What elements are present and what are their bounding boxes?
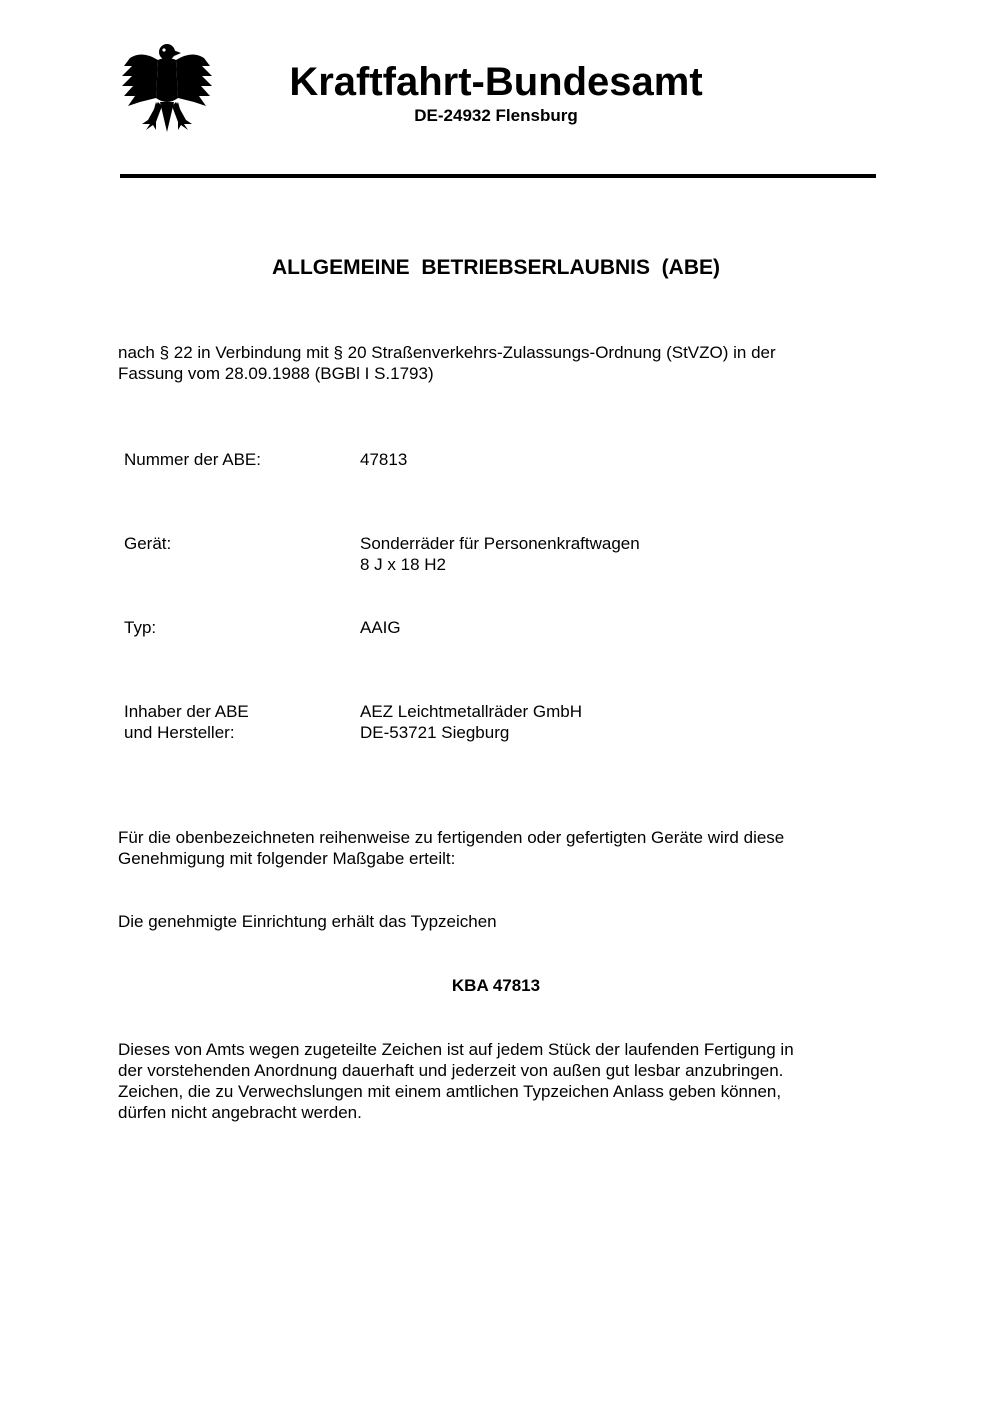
holder-label-line: und Hersteller: — [124, 723, 235, 742]
field-value-device — [360, 533, 860, 575]
legal-basis-line: Fassung vom 28.09.1988 (BGBl I S.1793) — [118, 364, 434, 383]
marking-paragraph — [118, 1039, 878, 1123]
type-mark: KBA 47813 — [451, 976, 541, 995]
field-value-type: AAIG — [360, 618, 401, 637]
field-label-device: Gerät: — [124, 534, 172, 553]
type-mark-intro-line: Die genehmigte Einrichtung erhält das Typzeichen — [118, 912, 497, 931]
holder-label-line: Inhaber der ABE — [124, 702, 249, 721]
marking-line: Dieses von Amts wegen zugeteilte Zeichen ist auf jedem Stück der laufenden Fertigung in — [118, 1040, 794, 1059]
legal-basis-line: nach § 22 in Verbindung mit § 20 Straßenverkehrs-Zulassungs-Ordnung (StVZO) in der — [118, 343, 776, 362]
marking-line: der vorstehenden Anordnung dauerhaft und jederzeit von außen gut lesbar anzubringen. — [118, 1061, 784, 1080]
approval-line: Für die obenbezeichneten reihenweise zu fertigenden oder gefertigten Geräte wird diese — [118, 828, 785, 847]
type-mark-intro — [118, 911, 878, 932]
field-label-holder — [124, 701, 344, 743]
organization-name: Kraftfahrt-Bundesamt — [289, 60, 703, 104]
device-value-line: 8 J x 18 H2 — [360, 555, 446, 574]
field-label-number: Nummer der ABE: — [124, 450, 261, 469]
device-value-line: Sonderräder für Personenkraftwagen — [360, 534, 640, 553]
field-value-number: 47813 — [360, 450, 408, 469]
field-label-type: Typ: — [124, 618, 157, 637]
approval-paragraph — [118, 827, 878, 869]
legal-basis-paragraph — [118, 342, 878, 384]
field-value-holder — [360, 701, 860, 743]
marking-line: dürfen nicht angebracht werden. — [118, 1103, 362, 1122]
document-title: ALLGEMEINE BETRIEBSERLAUBNIS (ABE) — [271, 256, 720, 279]
approval-line: Genehmigung mit folgender Maßgabe erteilt: — [118, 849, 456, 868]
holder-value-line: AEZ Leichtmetallräder GmbH — [360, 702, 583, 721]
holder-value-line: DE-53721 Siegburg — [360, 723, 510, 742]
header-divider — [120, 174, 876, 178]
organization-address: DE-24932 Flensburg — [414, 106, 578, 125]
marking-line: Zeichen, die zu Verwechslungen mit einem amtlichen Typzeichen Anlass geben können, — [118, 1082, 782, 1101]
